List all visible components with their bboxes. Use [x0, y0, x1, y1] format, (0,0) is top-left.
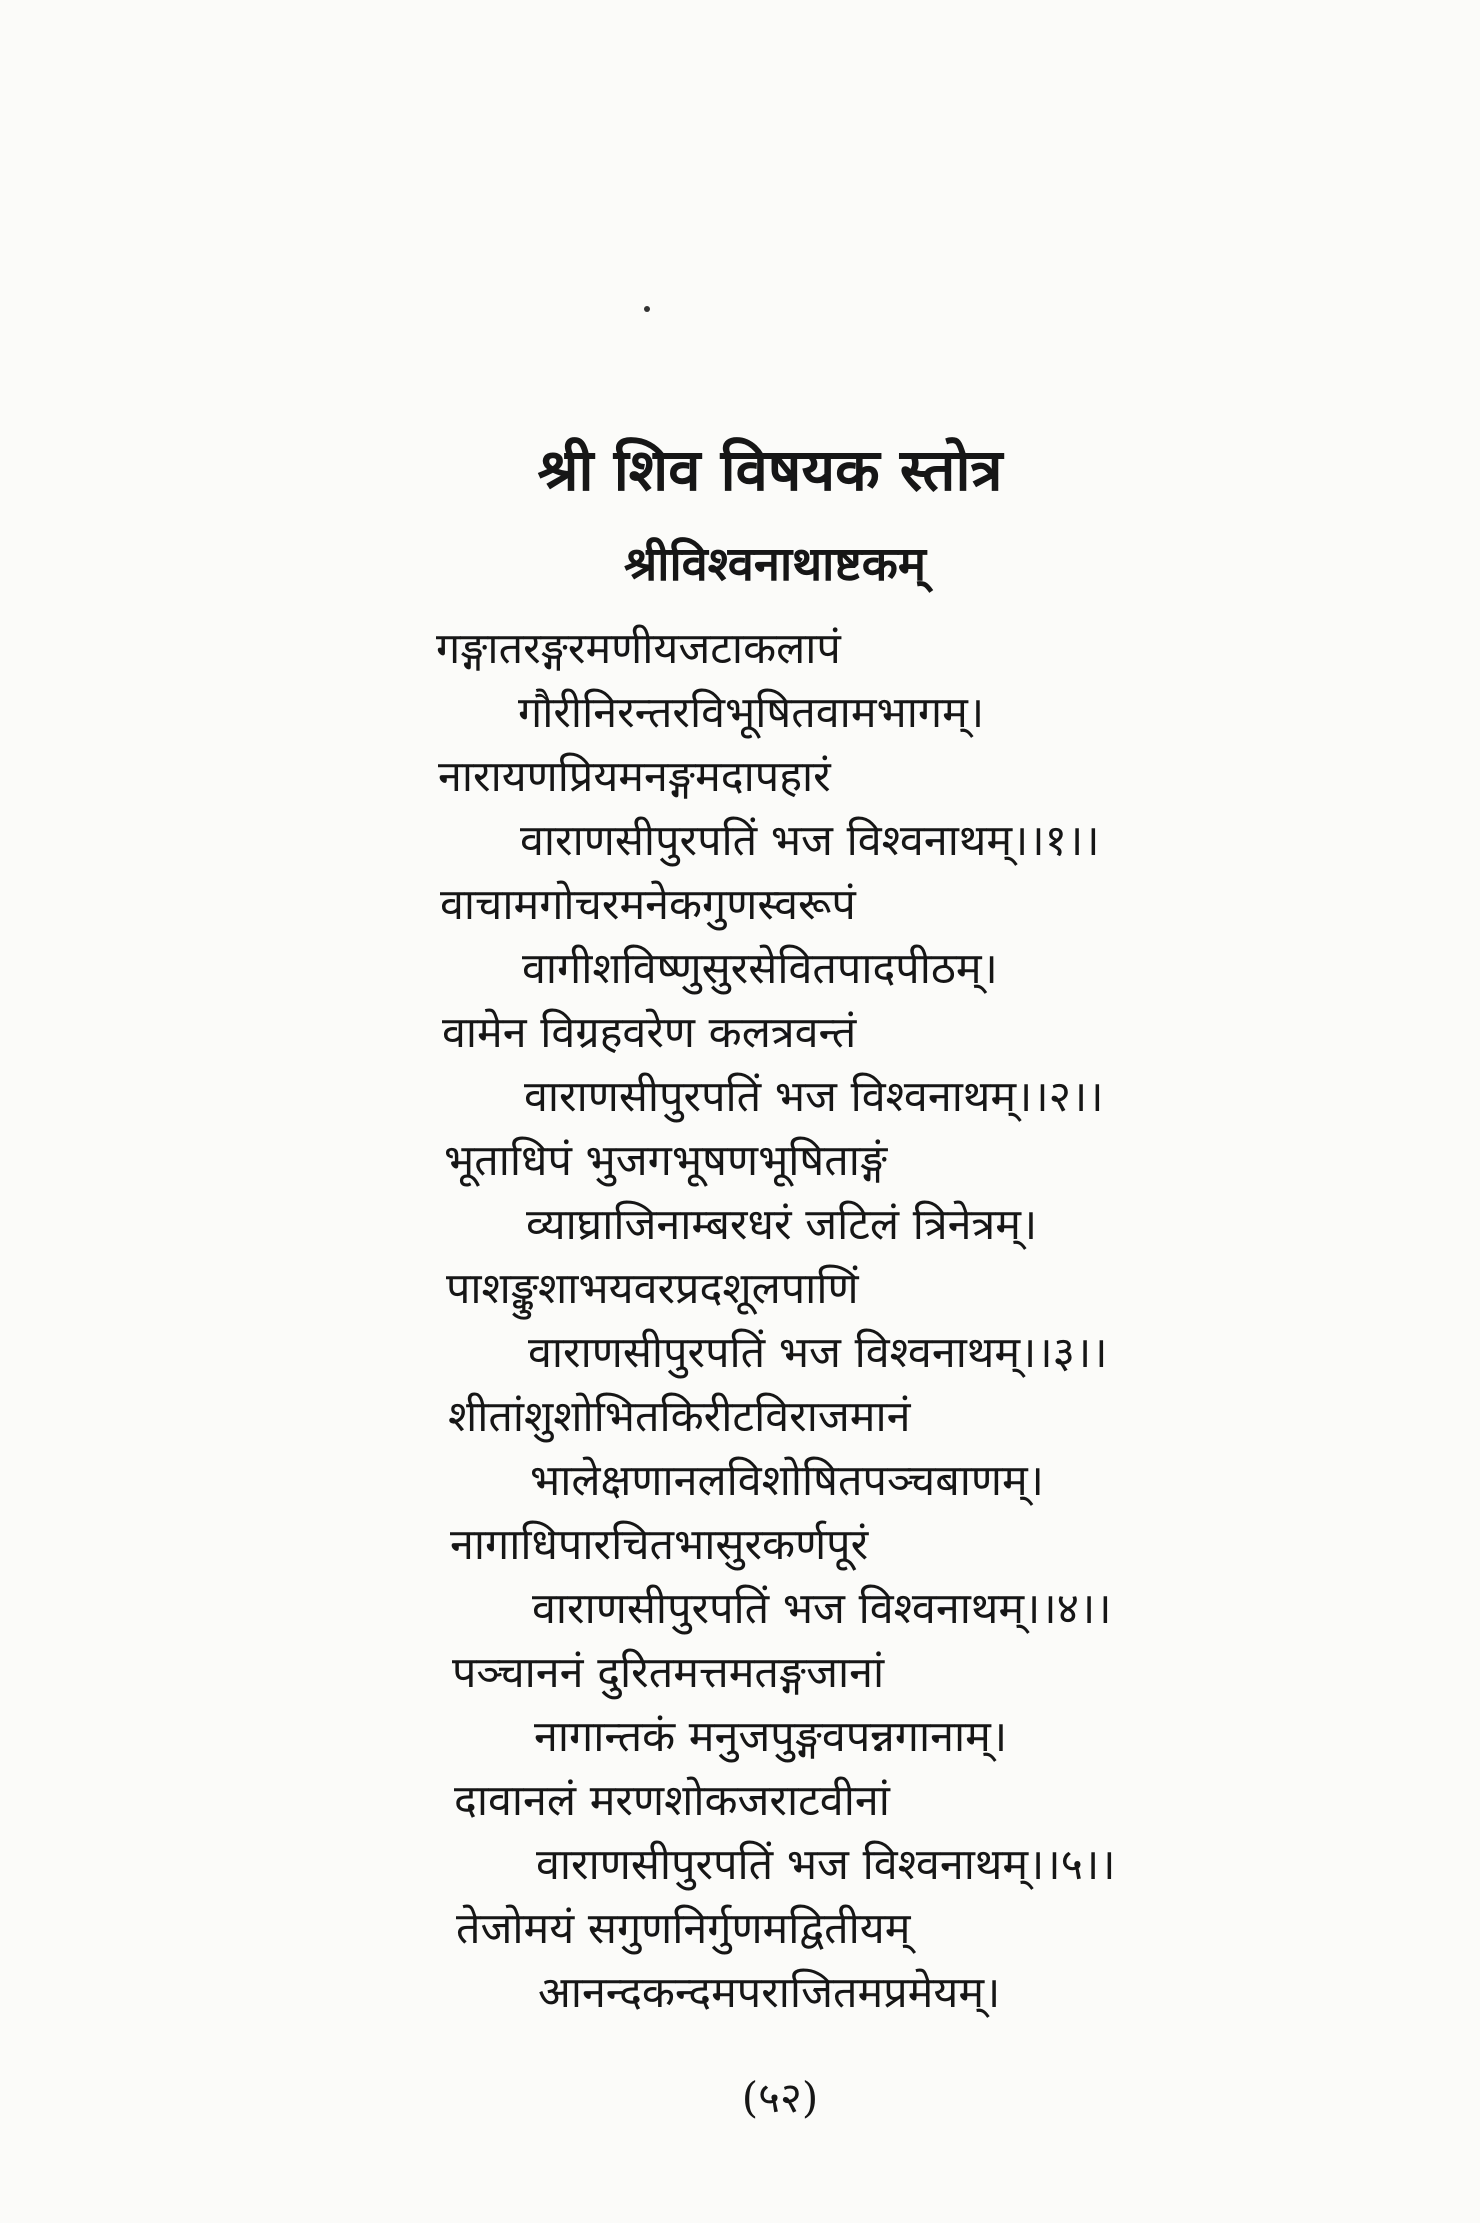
verse-3-line-2: व्याघ्राजिनाम्बरधरं जटिलं त्रिनेत्रम्।	[526, 1200, 1038, 1250]
page-title: श्री शिव विषयक स्तोत्र	[537, 436, 1003, 504]
stotra-title: श्रीविश्वनाथाष्टकम्	[624, 537, 926, 592]
verse-1-line-4: वाराणसीपुरपतिं भज विश्वनाथम्।।१।।	[520, 816, 1100, 866]
verse-4-line-3: नागाधिपारचितभासुरकर्णपूरं	[450, 1520, 869, 1570]
verse-1-line-2: गौरीनिरन्तरविभूषितवामभागम्।	[518, 688, 985, 738]
page-number: (५२)	[741, 2073, 819, 2122]
verse-3-line-1: भूताधिपं भुजगभूषणभूषिताङ्गं	[444, 1136, 888, 1186]
verse-3-line-3: पाशङ्कुशाभयवरप्रदशूलपाणिं	[446, 1264, 859, 1314]
verse-5-line-1: पञ्चाननं दुरितमत्तमतङ्गजानां	[452, 1648, 885, 1698]
verse-2-line-1: वाचामगोचरमनेकगुणस्वरूपं	[440, 880, 856, 930]
verse-1-line-1: गङ्गातरङ्गरमणीयजटाकलापं	[436, 624, 841, 674]
verse-4-line-4: वाराणसीपुरपतिं भज विश्वनाथम्।।४।।	[532, 1584, 1112, 1634]
verse-5-line-2: नागान्तकं मनुजपुङ्गवपन्नगानाम्।	[534, 1712, 1008, 1762]
verse-4-line-2: भालेक्षणानलविशोषितपञ्चबाणम्।	[530, 1456, 1044, 1506]
verse-4-line-1: शीतांशुशोभितकिरीटविराजमानं	[448, 1392, 911, 1442]
verse-2-line-2: वागीशविष्णुसुरसेवितपादपीठम्।	[522, 944, 998, 994]
verse-2-line-3: वामेन विग्रहवरेण कलत्रवन्तं	[442, 1008, 857, 1058]
verse-6-line-2: आनन्दकन्दमपराजितमप्रमेयम्।	[538, 1968, 1001, 2018]
verse-5-line-3: दावानलं मरणशोकजराटवीनां	[454, 1776, 890, 1826]
verse-2-line-4: वाराणसीपुरपतिं भज विश्वनाथम्।।२।।	[524, 1072, 1104, 1122]
verse-6-line-1: तेजोमयं सगुणनिर्गुणमद्वितीयम्	[456, 1904, 911, 1954]
verse-1-line-3: नारायणप्रियमनङ्गमदापहारं	[438, 752, 831, 802]
verse-3-line-4: वाराणसीपुरपतिं भज विश्वनाथम्।।३।।	[528, 1328, 1108, 1378]
ink-speck	[644, 306, 650, 312]
verse-5-line-4: वाराणसीपुरपतिं भज विश्वनाथम्।।५।।	[536, 1840, 1116, 1890]
